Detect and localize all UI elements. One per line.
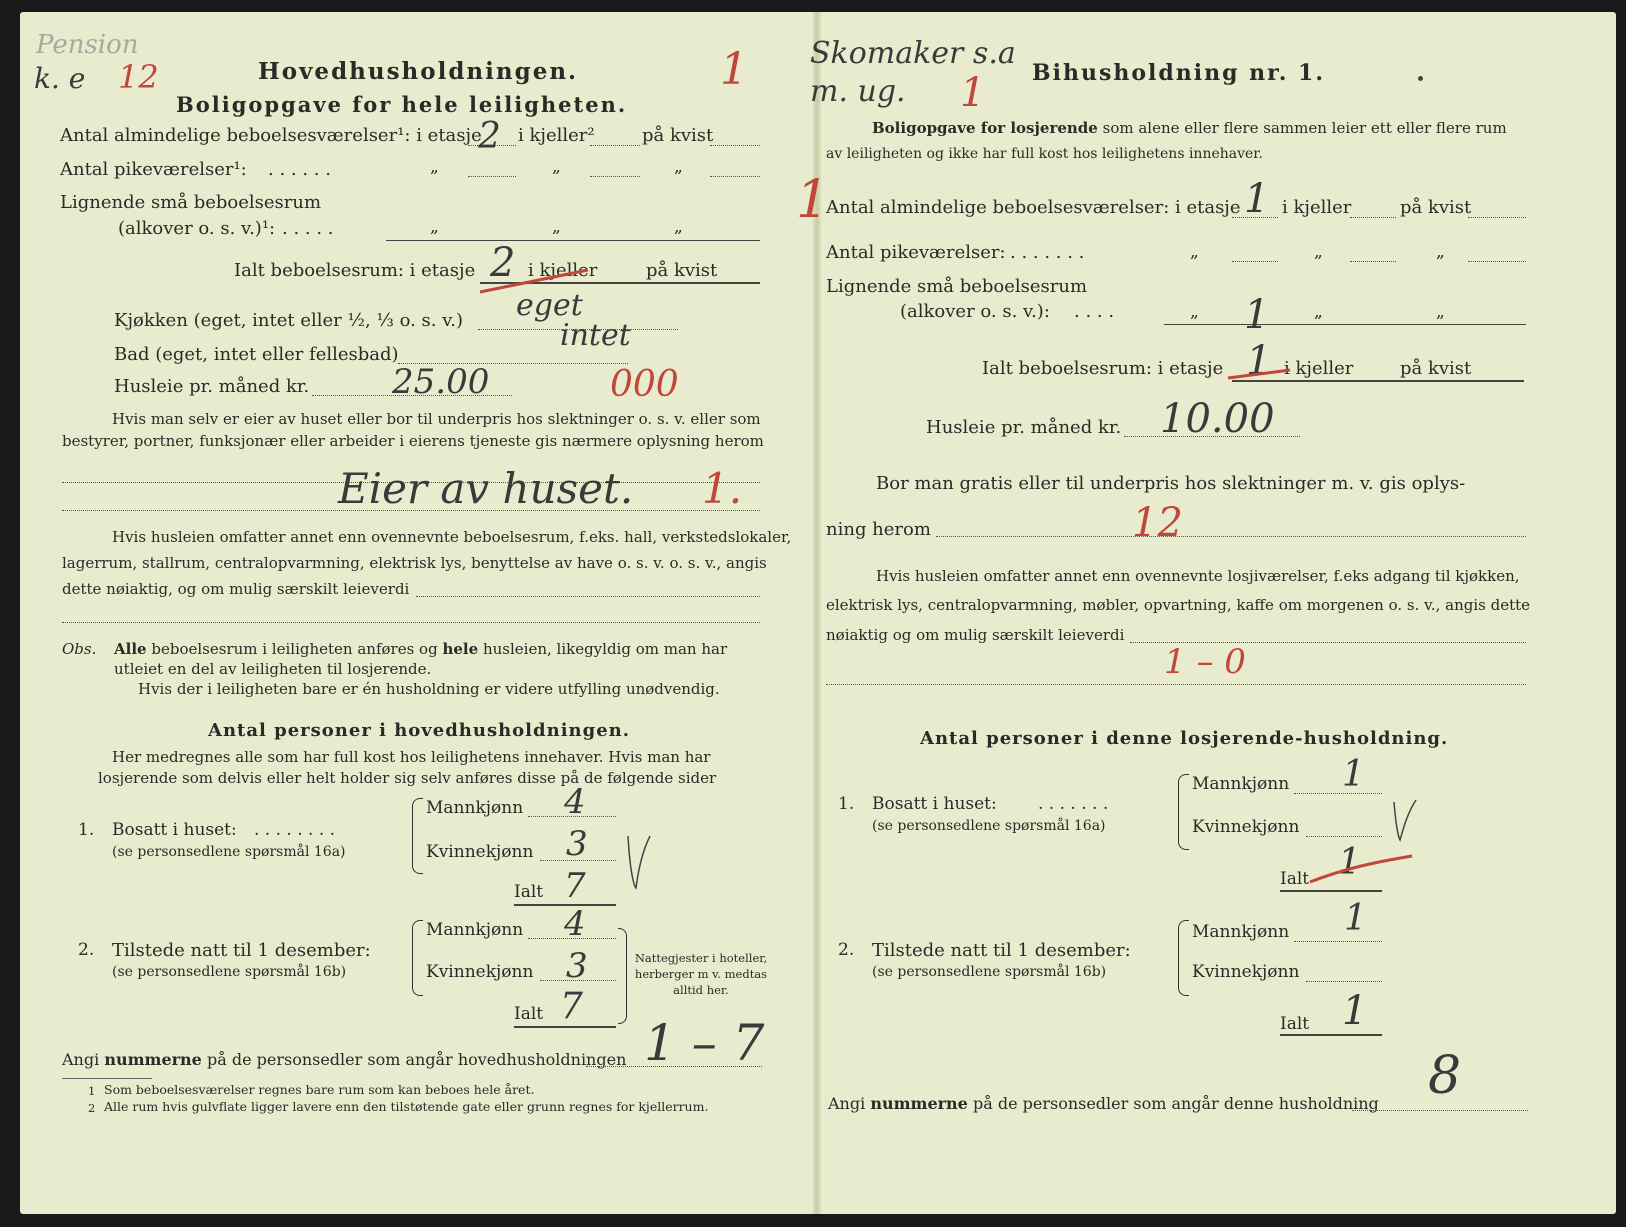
- brace: [412, 920, 423, 996]
- pencil-note-ke: k. e: [34, 62, 86, 95]
- line: [590, 176, 640, 177]
- q1-female-label: Kvinnekjønn: [426, 842, 534, 862]
- label-total-cellar: i kjeller: [528, 260, 598, 281]
- q1-total-label: Ialt: [514, 882, 544, 902]
- includes-line1: Hvis husleien omfatter annet enn ovennevnte losjiværelser, f.eks adgang til kjøkken,: [876, 567, 1520, 585]
- red-margin-mark: 1: [796, 170, 830, 230]
- hw-q2-total: 7: [560, 986, 583, 1027]
- hw-q1-male: 4: [564, 782, 586, 822]
- line: [1294, 941, 1382, 942]
- ditto-mark: „: [1314, 242, 1323, 262]
- red-stroke-mark: [1306, 848, 1416, 888]
- includes-line3: dette nøiaktig, og om mulig særskilt leieverdi: [62, 580, 410, 598]
- persons-note-line2: losjerende som delvis eller helt holder sig selv anføres disse på de følgende sider: [98, 769, 717, 787]
- includes-line1: Hvis husleien omfatter annet enn ovennevnte beboelsesrum, f.eks. hall, verkstedslokaler,: [112, 528, 792, 546]
- q1-total-label: Ialt: [1280, 869, 1310, 889]
- ditto-mark: „: [1190, 242, 1199, 262]
- q1-label: Bosatt i huset:: [112, 820, 237, 840]
- label-total-cellar: i kjeller: [1284, 358, 1354, 379]
- line-cellar: [590, 145, 640, 146]
- hw-rent-red: 000: [610, 364, 679, 405]
- hw-rent: 25.00: [392, 362, 490, 402]
- q2-total-label: Ialt: [514, 1004, 544, 1024]
- line-free: [936, 536, 1526, 537]
- hw-q1-total: 7: [564, 866, 586, 906]
- main-household-title: Hovedhusholdningen.: [258, 58, 579, 85]
- line: [1468, 261, 1526, 262]
- hw-small-floor: 1: [1244, 292, 1270, 338]
- label-rent: Husleie pr. måned kr.: [114, 376, 310, 397]
- hw-q1-total: 1: [1338, 842, 1361, 883]
- hw-q2-male: 1: [1344, 898, 1367, 939]
- line: [1232, 261, 1278, 262]
- hw-q1-female: 3: [566, 824, 588, 864]
- ditto-mark: „: [1436, 302, 1445, 322]
- pencil-note-mug: m. ug.: [810, 74, 906, 109]
- hw-rent: 10.00: [1160, 396, 1275, 442]
- ditto-mark: „: [430, 157, 439, 177]
- red-note-1: 1: [960, 70, 986, 116]
- line-includes: [826, 684, 1526, 685]
- hw-owner-red: 1.: [702, 464, 743, 513]
- obs-line3: Hvis der i leiligheten bare er én husholdning er videre utfylling unødvendig.: [138, 680, 720, 698]
- includes-line3: nøiaktig og om mulig særskilt leieverdi: [826, 626, 1125, 644]
- footnote-1: Som beboelsesværelser regnes bare rum som kan beboes hele året.: [104, 1082, 535, 1097]
- line: [1280, 890, 1382, 892]
- q2-female-label: Kvinnekjønn: [1192, 962, 1300, 982]
- persons-title: Antal personer i denne losjerende-husholdning.: [920, 728, 1449, 749]
- label-alcoves: (alkover o. s. v.):: [900, 301, 1050, 322]
- q1-male-label: Mannkjønn: [426, 798, 524, 818]
- ditto-mark: „: [1190, 302, 1199, 322]
- q2-male-label: Mannkjønn: [426, 920, 524, 940]
- hw-total-floor: 1: [1246, 338, 1272, 384]
- ditto-mark: „: [674, 157, 683, 177]
- intro-line2: av leiligheten og ikke har full kost hos leilighetens innehaver.: [826, 146, 1263, 162]
- ditto-mark: „: [430, 217, 439, 237]
- label-ordinary-rooms: Antal almindelige beboelsesværelser¹: i etasje: [60, 125, 482, 146]
- label-small-rooms: Lignende små beboelsesrum: [826, 276, 1088, 297]
- hw-numbers: 1 – 7: [644, 1014, 765, 1072]
- hw-floor-rooms: 2: [478, 116, 501, 157]
- numbers-line: Angi nummerne på de personsedler som angår denne husholdning: [828, 1094, 1379, 1113]
- line: [1468, 217, 1526, 218]
- q2-total-label: Ialt: [1280, 1014, 1310, 1034]
- footnote-2-number: 2: [88, 1101, 96, 1115]
- hw-q1-male: 1: [1342, 754, 1365, 795]
- line-attic: [710, 145, 760, 146]
- label-in-attic: på kvist: [642, 125, 714, 146]
- label-maid-rooms: Antal pikeværelser¹:: [60, 159, 247, 180]
- line: [1280, 1034, 1382, 1036]
- red-underline-mark: [1226, 364, 1296, 384]
- census-form-sheet: [20, 12, 1616, 1214]
- brace: [618, 928, 627, 1024]
- pencil-note-pension: Pension: [36, 30, 139, 60]
- hw-kitchen: eget: [516, 288, 583, 323]
- label-alcoves: (alkover o. s. v.)¹:: [118, 218, 276, 239]
- q2-number: 2.: [78, 940, 95, 960]
- ink-dot: [1418, 76, 1423, 81]
- owner-note-line2: bestyrer, portner, funksjonær eller arbeider i eierens tjeneste gis nærmere oplysning herom: [62, 432, 764, 450]
- obs-line2: utleiet en del av leiligheten til losjerende.: [114, 660, 432, 678]
- pencil-note-skomaker: Skomaker s.a: [810, 36, 1016, 71]
- free-line2: ning herom: [826, 519, 931, 540]
- line: [1350, 217, 1396, 218]
- footnote-divider: [62, 1078, 152, 1079]
- numbers-line: Angi nummerne på de personsedler som angår hovedhusholdningen: [62, 1050, 627, 1069]
- label-rent: Husleie pr. måned kr.: [926, 417, 1122, 438]
- label-ordinary-rooms: Antal almindelige beboelsesværelser: i etasje: [826, 197, 1241, 218]
- q2-reference: (se personsedlene spørsmål 16b): [872, 964, 1107, 980]
- dots: . . . . . . . .: [254, 820, 336, 840]
- line: [1306, 981, 1382, 982]
- q2-number: 2.: [838, 940, 855, 960]
- label-small-rooms: Lignende små beboelsesrum: [60, 192, 322, 213]
- hw-bath: intet: [560, 318, 631, 353]
- q1-reference: (se personsedlene spørsmål 16a): [872, 818, 1106, 834]
- line: [710, 176, 760, 177]
- dots: . . . .: [1074, 301, 1115, 322]
- line: [1164, 324, 1526, 325]
- ditto-mark: „: [552, 157, 561, 177]
- ditto-mark: „: [674, 217, 683, 237]
- line-small-rooms: [386, 240, 760, 241]
- hw-q2-female: 3: [566, 946, 588, 986]
- main-household-subtitle: Boligopgave for hele leiligheten.: [176, 92, 628, 117]
- ditto-mark: „: [1436, 242, 1445, 262]
- label-maid-rooms: Antal pikeværelser:: [826, 242, 1006, 263]
- hw-free-red: 12: [1132, 500, 1183, 546]
- includes-line2: elektrisk lys, centralopvarmning, møbler, opvartning, kaffe om morgenen o. s. v., angis dette: [826, 596, 1531, 614]
- label-total-attic: på kvist: [646, 260, 718, 281]
- hw-q2-male: 4: [564, 904, 586, 944]
- q1-male-label: Mannkjønn: [1192, 774, 1290, 794]
- red-page-mark: 1: [720, 44, 748, 95]
- line: [1352, 1110, 1528, 1111]
- check-mark: [624, 832, 654, 892]
- hw-numbers: 8: [1428, 1046, 1462, 1106]
- q1-female-label: Kvinnekjønn: [1192, 817, 1300, 837]
- night-guests-note: Nattegjester i hoteller, herberger m v. medtas alltid her.: [634, 951, 768, 997]
- label-bath: Bad (eget, intet eller fellesbad): [114, 344, 399, 365]
- label-kitchen: Kjøkken (eget, intet eller ½, ⅓ o. s. v.): [114, 310, 463, 331]
- obs-line1: Alle beboelsesrum i leiligheten anføres og hele husleien, likegyldig om man har: [114, 640, 728, 658]
- hw-owner: Eier av huset.: [338, 464, 634, 513]
- sub-household-title: Bihusholdning nr. 1.: [1032, 60, 1325, 86]
- persons-note-line1: Her medregnes alle som har full kost hos leilighetens innehaver. Hvis man har: [112, 748, 711, 766]
- includes-line2: lagerrum, stallrum, centralopvarmning, elektrisk lys, benyttelse av have o. s. v. o. s. v., angis: [62, 554, 767, 572]
- line: [1350, 261, 1396, 262]
- owner-note-line1: Hvis man selv er eier av huset eller bor til underpris hos slektninger o. s. v. eller som: [112, 410, 761, 428]
- label-total-rooms: Ialt beboelsesrum: i etasje: [234, 260, 476, 281]
- check-mark: [1390, 796, 1420, 846]
- q1-label: Bosatt i huset:: [872, 794, 997, 814]
- line-includes: [416, 596, 760, 597]
- q2-male-label: Mannkjønn: [1192, 922, 1290, 942]
- brace: [1178, 920, 1189, 996]
- brace: [1178, 774, 1189, 850]
- label-total-attic: på kvist: [1400, 358, 1472, 379]
- obs-label: Obs.: [62, 640, 97, 658]
- intro-line1: Boligopgave for losjerende som alene eller flere sammen leier ett eller flere rum: [872, 119, 1507, 137]
- line-includes: [62, 622, 760, 623]
- q1-number: 1.: [838, 794, 855, 814]
- red-note-12: 12: [118, 58, 159, 96]
- ditto-mark: „: [1314, 302, 1323, 322]
- hw-includes-red: 1 – 0: [1164, 642, 1246, 682]
- hw-total-floor: 2: [490, 240, 516, 286]
- footnote-2: Alle rum hvis gulvflate ligger lavere enn den tilstøtende gate eller grunn regnes for kjellerrum.: [104, 1099, 709, 1114]
- dots: . . . . . .: [268, 159, 331, 180]
- free-line1: Bor man gratis eller til underpris hos slektninger m. v. gis oplys-: [876, 473, 1466, 494]
- hw-q2-total: 1: [1342, 988, 1368, 1034]
- persons-title: Antal personer i hovedhusholdningen.: [208, 720, 631, 741]
- q2-label: Tilstede natt til 1 desember:: [112, 940, 371, 961]
- q2-label: Tilstede natt til 1 desember:: [872, 940, 1131, 961]
- q2-reference: (se personsedlene spørsmål 16b): [112, 964, 347, 980]
- footnote-1-number: 1: [88, 1084, 96, 1098]
- hw-floor-rooms: 1: [1244, 176, 1270, 222]
- label-in-cellar: i kjeller²: [518, 125, 595, 146]
- label-total-rooms: Ialt beboelsesrum: i etasje: [982, 358, 1224, 379]
- q2-female-label: Kvinnekjønn: [426, 962, 534, 982]
- ditto-mark: „: [552, 217, 561, 237]
- q1-reference: (se personsedlene spørsmål 16a): [112, 844, 346, 860]
- label-in-cellar: i kjeller: [1282, 197, 1352, 218]
- label-in-attic: på kvist: [1400, 197, 1472, 218]
- brace: [412, 798, 423, 874]
- line: [1306, 836, 1382, 837]
- dots: . . . . .: [282, 218, 334, 239]
- line: [1294, 793, 1382, 794]
- dots: . . . . . . .: [1038, 794, 1109, 814]
- q1-number: 1.: [78, 820, 95, 840]
- dots: . . . . . . .: [1010, 242, 1085, 263]
- line: [468, 176, 516, 177]
